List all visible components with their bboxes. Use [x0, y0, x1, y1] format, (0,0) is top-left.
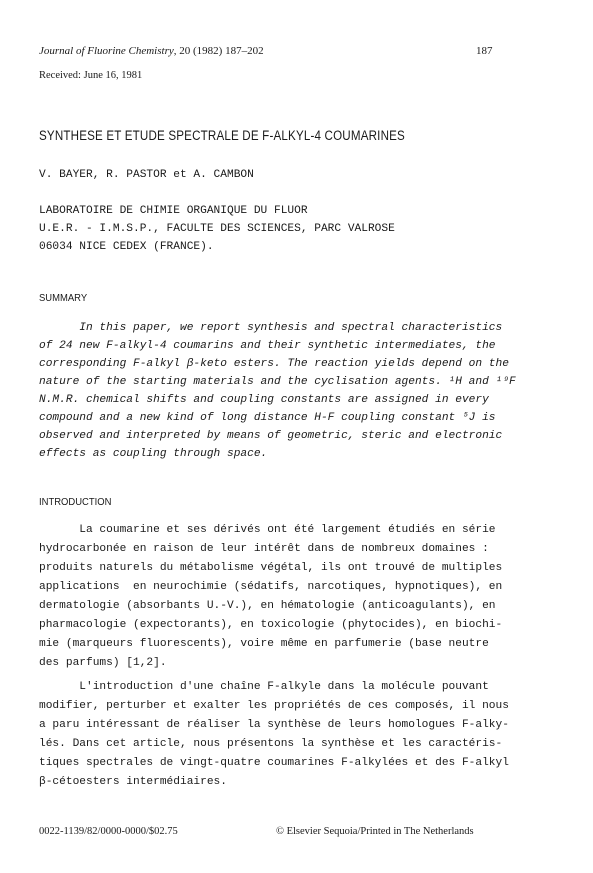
- body-line: applications en neurochimie (sédatifs, narcotiques, hypnotiques), en: [39, 581, 503, 593]
- introduction-heading: INTRODUCTION: [39, 496, 112, 508]
- journal-name: Journal of Fluorine Chemistry: [39, 45, 174, 57]
- summary-heading: SUMMARY: [39, 292, 88, 304]
- body-line: des parfums) [1,2].: [39, 657, 167, 669]
- journal-volume: , 20 (1982) 187–202: [173, 45, 264, 57]
- body-line: dermatologie (absorbants U.-V.), en hématologie (anticoagulants), en: [39, 600, 496, 612]
- body-line: lés. Dans cet article, nous présentons la synthèse et les caractéris-: [39, 738, 503, 750]
- summary-line: corresponding F-alkyl β-keto esters. The reaction yields depend on the: [39, 358, 509, 370]
- page-number: 187: [476, 45, 493, 57]
- body-line: produits naturels du métabolisme végétal, ils ont trouvé de multiples: [39, 562, 503, 574]
- summary-line: In this paper, we report synthesis and spectral characteristics: [39, 322, 503, 334]
- body-line: modifier, perturber et exalter les propriétés de ces composés, il nous: [39, 700, 509, 712]
- summary-line: of 24 new F-alkyl-4 coumarins and their synthetic intermediates, the: [39, 340, 496, 352]
- summary-line: effects as coupling through space.: [39, 448, 268, 460]
- issn-code: 0022-1139/82/0000-0000/$02.75: [39, 826, 178, 837]
- affiliation-line-1: LABORATOIRE DE CHIMIE ORGANIQUE DU FLUOR: [39, 205, 308, 217]
- article-title: SYNTHESE ET ETUDE SPECTRALE DE F-ALKYL-4 COUMARINES: [39, 128, 405, 143]
- body-line: L'introduction d'une chaîne F-alkyle dans la molécule pouvant: [39, 681, 489, 693]
- received-date: Received: June 16, 1981: [39, 70, 143, 81]
- body-line: mie (marqueurs fluorescents), voire même en parfumerie (base neutre: [39, 638, 489, 650]
- summary-line: compound and a new kind of long distance H-F coupling constant ⁵J is: [39, 412, 496, 424]
- body-line: hydrocarbonée en raison de leur intérêt dans de nombreux domaines :: [39, 543, 489, 555]
- affiliation-line-2: U.E.R. - I.M.S.P., FACULTE DES SCIENCES, PARC VALROSE: [39, 223, 395, 235]
- body-line: a paru intéressant de réaliser la synthèse de leurs homologues F-alky-: [39, 719, 509, 731]
- publisher-line: © Elsevier Sequoia/Printed in The Netherlands: [276, 826, 474, 837]
- body-line: tiques spectrales de vingt-quatre coumarines F-alkylées et des F-alkyl: [39, 757, 509, 769]
- affiliation-line-3: 06034 NICE CEDEX (FRANCE).: [39, 241, 214, 253]
- body-line: β-cétoesters intermédiaires.: [39, 776, 227, 788]
- authors: V. BAYER, R. PASTOR et A. CAMBON: [39, 169, 254, 181]
- summary-line: observed and interpreted by means of geometric, steric and electronic: [39, 430, 503, 442]
- journal-citation: [39, 45, 264, 57]
- summary-line: nature of the starting materials and the cyclisation agents. ¹H and ¹⁹F: [39, 376, 516, 388]
- summary-line: N.M.R. chemical shifts and coupling constants are assigned in every: [39, 394, 489, 406]
- body-line: La coumarine et ses dérivés ont été largement étudiés en série: [39, 524, 496, 536]
- body-line: pharmacologie (expectorants), en toxicologie (phytocides), en biochi-: [39, 619, 503, 631]
